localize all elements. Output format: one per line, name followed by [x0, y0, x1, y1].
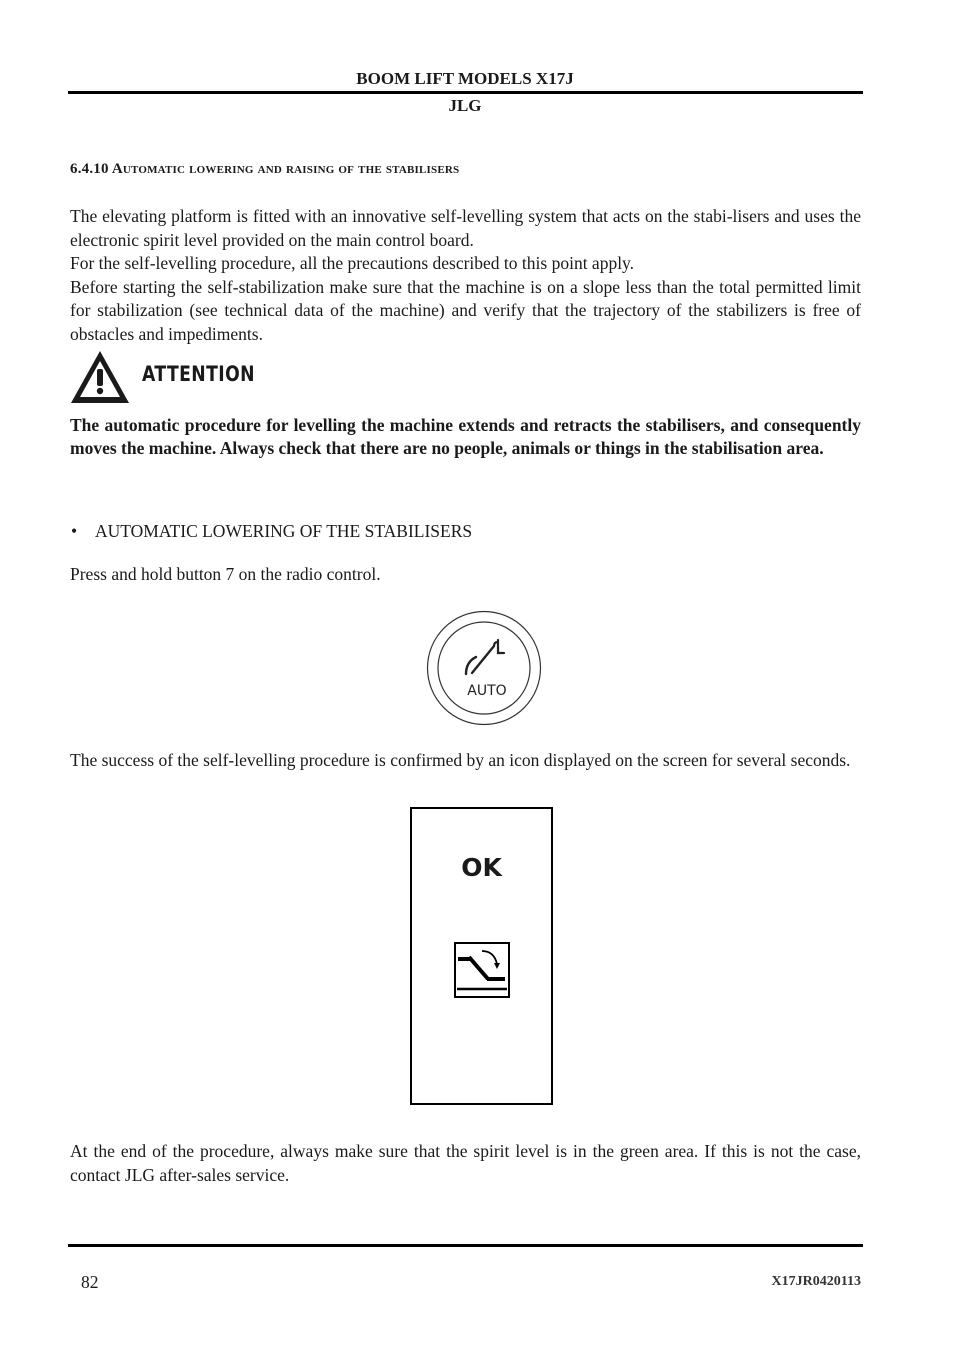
closing-text: At the end of the procedure, always make sure that the spirit level is in the green area. If this is not the case, contact JLG after-sales service. [70, 1141, 861, 1185]
section-heading: 6.4.10 Automatic lowering and raising of the stabilisers [70, 161, 460, 177]
header-rule [68, 91, 863, 94]
intro-text [70, 205, 861, 347]
attention-text: The automatic procedure for levelling the machine extends and retracts the stabilisers, and consequently moves the machine. Always check that there are no people, animals or things in the stabilisation area. [70, 415, 861, 458]
auto-button-figure [426, 610, 542, 726]
intro-paragraph-1: The elevating platform is fitted with an innovative self-levelling system that acts on the stabi-lisers and uses the electronic spirit level provided on the main control board. [70, 206, 861, 250]
intro-paragraph-2: For the self-levelling procedure, all the precautions described to this point apply. [70, 253, 635, 274]
instruction-text: Press and hold button 7 on the radio control. [70, 564, 381, 584]
page-number: 82 [81, 1272, 99, 1292]
header-brand: JLG [448, 96, 482, 115]
bullet-item: AUTOMATIC LOWERING OF THE STABILISERS [95, 521, 473, 541]
display-screen [410, 807, 553, 1105]
header-title: BOOM LIFT MODELS X17J [356, 69, 574, 88]
auto-level-icon [426, 610, 542, 726]
ok-label: OK [461, 853, 502, 882]
auto-button-label: AUTO [467, 683, 507, 699]
attention-label: ATTENTION [142, 362, 255, 386]
stabiliser-lowered-icon [454, 942, 510, 998]
intro-paragraph-3: Before starting the self-stabilization make sure that the machine is on a slope less than the total permitted limit for stabilization (see technical data of the machine) and verify that the trajectory of the stabilizers is free of obstacles and impediments. [70, 276, 861, 344]
warning-triangle-icon [69, 349, 131, 405]
confirm-text: The success of the self-levelling procedure is confirmed by an icon displayed on the screen for several seconds. [70, 750, 851, 770]
footer-rule [68, 1244, 863, 1247]
document-reference: X17JR0420113 [771, 1274, 861, 1289]
bullet-symbol: • [71, 521, 78, 541]
